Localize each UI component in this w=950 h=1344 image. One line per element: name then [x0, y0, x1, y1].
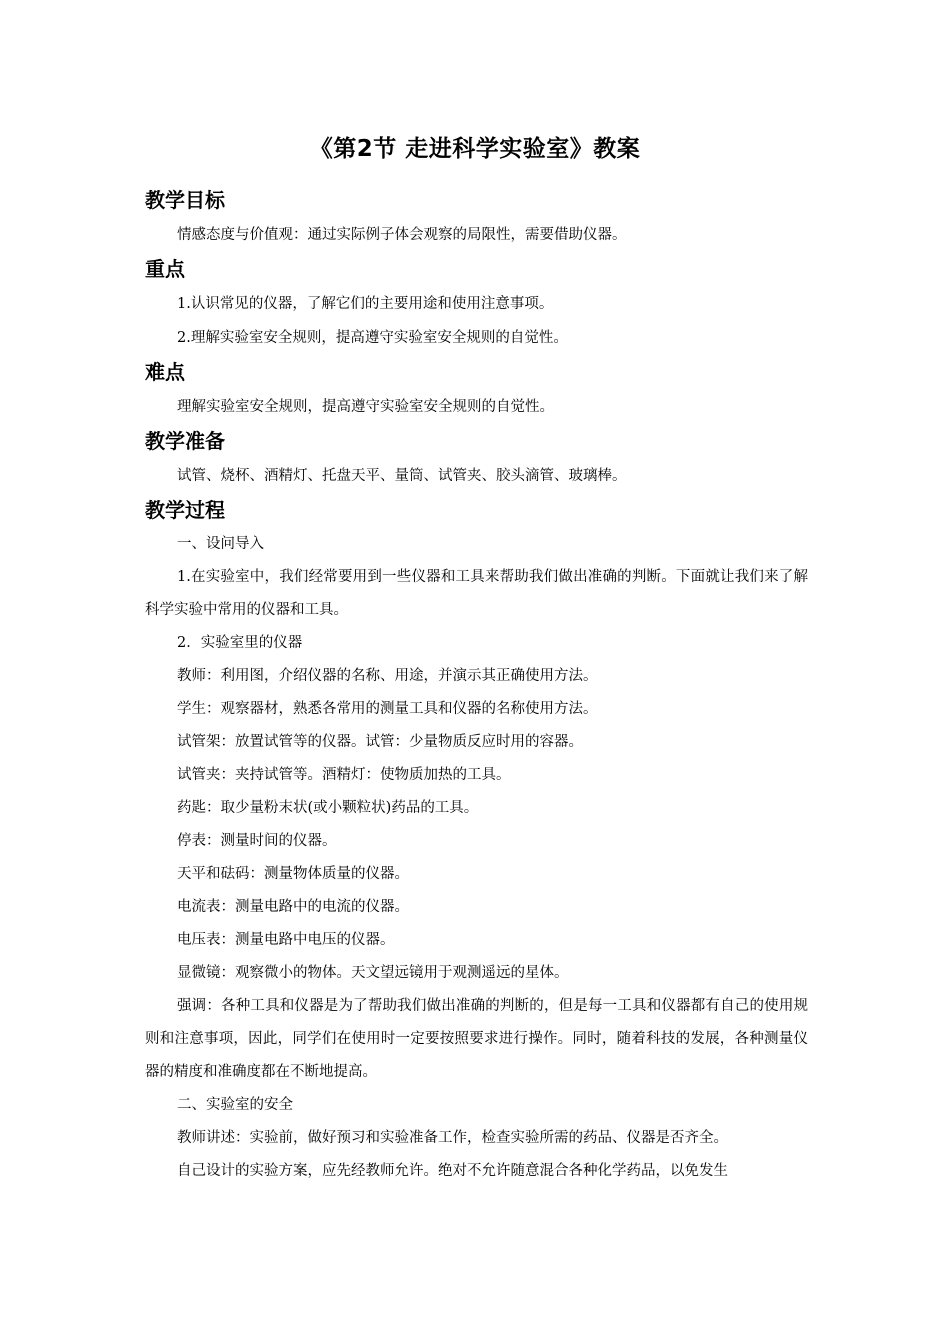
section-heading-goals: 教学目标 — [145, 188, 225, 212]
document-body — [145, 183, 808, 1188]
section-heading-process: 教学过程 — [145, 498, 225, 522]
difficulty-paragraph: 理解实验室安全规则，提高遵守实验室安全规则的自觉性。 — [177, 399, 554, 415]
process-paragraph: 教师讲述：实验前，做好预习和实验准备工作，检查实验所需的药品、仪器是否齐全。 — [177, 1130, 728, 1146]
key-point-2: 2.理解实验室安全规则，提高遵守实验室安全规则的自觉性。 — [177, 330, 568, 346]
process-paragraph: 一、设问导入 — [177, 536, 264, 552]
preparation-paragraph: 试管、烧杯、酒精灯、托盘天平、量筒、试管夹、胶头滴管、玻璃棒。 — [177, 468, 627, 484]
process-paragraph: 自己设计的实验方案，应先经教师允许。绝对不允许随意混合各种化学药品，以免发生 — [177, 1163, 728, 1179]
process-paragraph: 电流表：测量电路中的电流的仪器。 — [177, 899, 409, 915]
process-paragraph: 1.在实验室中，我们经常要用到一些仪器和工具来帮助我们做出准确的判断。下面就让我们来了解科学实验中常用的仪器和工具。 — [145, 569, 808, 618]
process-paragraph: 药匙：取少量粉末状(或小颗粒状)药品的工具。 — [177, 800, 479, 816]
process-paragraph: 二、实验室的安全 — [177, 1097, 293, 1113]
section-heading-preparation: 教学准备 — [145, 429, 225, 453]
process-paragraph: 教师：利用图，介绍仪器的名称、用途，并演示其正确使用方法。 — [177, 668, 598, 684]
process-paragraph: 试管架：放置试管等的仪器。试管：少量物质反应时用的容器。 — [177, 734, 583, 750]
process-paragraph: 天平和砝码：测量物体质量的仪器。 — [177, 866, 409, 882]
goals-paragraph: 情感态度与价值观：通过实际例子体会观察的局限性，需要借助仪器。 — [177, 227, 627, 243]
process-paragraph: 学生：观察器材，熟悉各常用的测量工具和仪器的名称使用方法。 — [177, 701, 598, 717]
section-heading-key-points: 重点 — [145, 257, 185, 281]
process-paragraph: 电压表：测量电路中电压的仪器。 — [177, 932, 395, 948]
process-paragraph: 2．实验室里的仪器 — [177, 635, 303, 651]
section-heading-difficulties: 难点 — [145, 360, 185, 384]
process-paragraph: 试管夹：夹持试管等。酒精灯：使物质加热的工具。 — [177, 767, 511, 783]
document-title: 《第2节 走进科学实验室》教案 — [309, 136, 641, 162]
key-point-1: 1.认识常见的仪器，了解它们的主要用途和使用注意事项。 — [177, 296, 554, 312]
process-paragraph: 停表：测量时间的仪器。 — [177, 833, 337, 849]
process-paragraph: 强调：各种工具和仪器是为了帮助我们做出准确的判断的，但是每一工具和仪器都有自己的使用规则和注意事项，因此，同学们在使用时一定要按照要求进行操作。同时，随着科技的发展，各种测量仪器的精度和准确度都在不断地提高。 — [145, 998, 808, 1080]
process-paragraph: 显微镜：观察微小的物体。天文望远镜用于观测遥远的星体。 — [177, 965, 569, 981]
